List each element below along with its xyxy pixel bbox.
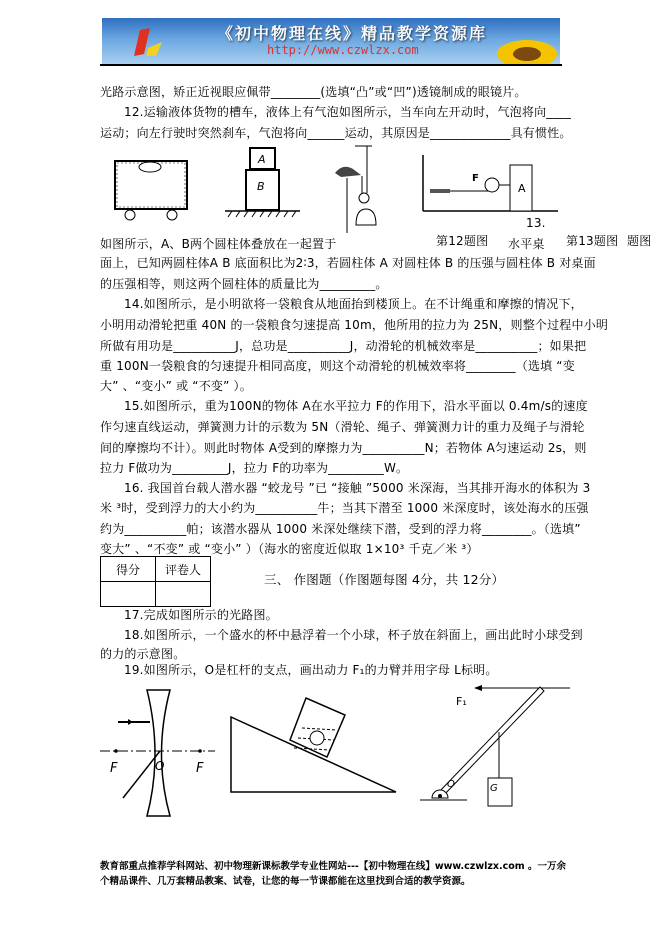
text-line: 的压强相等，则这两个圆柱体的质量比为_________。 xyxy=(100,277,388,291)
text-line: 的力的示意图。 xyxy=(100,647,186,661)
drawing-figures xyxy=(90,680,570,820)
text-line: 大” 、“变小” 或 “不变” ）。 xyxy=(100,379,252,393)
force-label-f1: F₁ xyxy=(456,695,467,708)
question-19: 19.如图所示，O是杠杆的支点，画出动力 F₁的力臂并用字母 L标明。 xyxy=(124,663,498,677)
figure-caption-13: 第13题图 xyxy=(566,234,619,248)
section-heading: 三、 作图题（作图题每图 4分，共 12分） xyxy=(264,572,505,587)
text-line: 约为__________帕；该潜水器从 1000 米深处继续下潜，受到的浮力将________。（选填” xyxy=(100,522,581,536)
text-line: 重 100N一袋粮食的匀速提升相同高度，则这个动滑轮的机械效率将________（选填 “变 xyxy=(100,359,575,373)
weight-label-g: G xyxy=(490,783,498,794)
lever-figure xyxy=(420,685,570,806)
fulcrum-label-o: O xyxy=(447,779,455,790)
focus-label-right: F xyxy=(196,761,204,776)
concave-lens-figure xyxy=(100,690,215,816)
question-15: 15.如图所示，重为100N的物体 A在水平拉力 F的作用下，沿水平面以 0.4m/s的速度 xyxy=(124,399,588,413)
figure-caption-extra: 题图 xyxy=(627,234,652,248)
score-table xyxy=(100,556,211,607)
question-14: 14.如图所示，是小明欲将一袋粮食从地面抬到楼顶上。在不计绳重和摩擦的情况下， xyxy=(124,297,583,311)
score-cell[interactable] xyxy=(101,582,156,607)
footer-line-1: 教育部重点推荐学科网站、初中物理新课标教学专业性网站---【初中物理在线】www.czwlzx.com 。一万余 xyxy=(100,861,566,872)
question-13: 如图所示，A、B两个圆柱体叠放在一起置于 xyxy=(100,237,337,251)
text-fragment: 水平桌 xyxy=(508,237,545,251)
incline-cup-figure xyxy=(231,698,396,792)
text-line: 小明用动滑轮把重 40N 的一袋粮食匀速提高 10m，他所用的拉力为 25N，则整个过程中小明 xyxy=(100,318,609,332)
question-12: 12.运输液体货物的槽车，液体上有气泡如图所示，当车向左开动时，气泡将向____ xyxy=(124,105,572,119)
header-banner xyxy=(102,18,560,64)
question-17: 17.完成如图所示的光路图。 xyxy=(124,608,278,622)
stacked-cylinders-figure xyxy=(225,148,300,217)
text-line: 米 ³时，受到浮力的大小约为__________牛；当其下潜至 1000 米深度时，该处海水的压强 xyxy=(100,501,589,515)
label-a: A xyxy=(258,153,266,166)
question-18: 18.如图所示，一个盛水的杯中悬浮着一个小球，杯子放在斜面上，画出此时小球受到 xyxy=(124,628,583,642)
footer-line-2: 个精品课件、几万套精品教案、试卷，让您的每一节课都能在这里找到合适的教学资源。 xyxy=(100,876,471,887)
figures-12-13 xyxy=(100,143,660,233)
figure-caption-12: 第12题图 xyxy=(436,234,489,248)
tanker-figure xyxy=(115,161,187,220)
text-line: 作匀速直线运动，弹簧测力计的示数为 5N（滑轮、绳子、弹簧测力计的重力及绳子与滑轮 xyxy=(100,420,585,434)
text-line: 面上，已知两圆柱体A B 底面积比为2∶3，若圆柱体 A 对圆柱体 B 的压强与圆柱体 B 对桌面 xyxy=(100,256,596,270)
optical-center-label: O xyxy=(155,759,165,773)
text-line: 拉力 F做功为_________J，拉力 F的功率为_________W。 xyxy=(100,461,409,475)
score-header: 得分 xyxy=(101,557,156,582)
label-f: F xyxy=(472,173,479,184)
text-line: 运动；向左行驶时突然刹车，气泡将向______运动，其原因是_____________具有惯性。 xyxy=(100,126,572,140)
banner-url: http://www.czwlzx.com xyxy=(267,43,419,57)
label-a: A xyxy=(518,182,526,195)
sunflower-icon xyxy=(487,18,557,64)
spring-scale-figure xyxy=(423,155,558,211)
grader-cell[interactable] xyxy=(156,582,211,607)
text-line: 间的摩擦均不计）。则此时物体 A受到的摩擦力为__________N；若物体 A匀速运动 2s，则 xyxy=(100,441,587,455)
question-13-number: 13. xyxy=(526,216,546,230)
text-line: 所做有用功是__________J，总功是__________J，动滑轮的机械效率是__________；如果把 xyxy=(100,339,587,353)
grader-header: 评卷人 xyxy=(156,557,211,582)
text-line: 光路示意图，矫正近视眼应佩带________(选填“凸”或“凹”)透镜制成的眼镜片。 xyxy=(100,85,527,99)
focus-label-left: F xyxy=(110,761,118,776)
label-b: B xyxy=(257,180,265,193)
banner-title: 《初中物理在线》精品教学资源库 xyxy=(217,24,488,43)
header-rule xyxy=(100,64,562,66)
pulley-figure xyxy=(335,146,376,233)
logo-icon xyxy=(122,18,182,64)
text-line: 变大” 、“不变” 或 “变小” ）（海水的密度近似取 1×10³ 千克／米 ³） xyxy=(100,542,479,556)
question-16: 16. 我国首台载人潜水器 “蛟龙号 ”已 “接触 ”5000 米深海，当其排开海水的体积为 3 xyxy=(124,481,591,495)
